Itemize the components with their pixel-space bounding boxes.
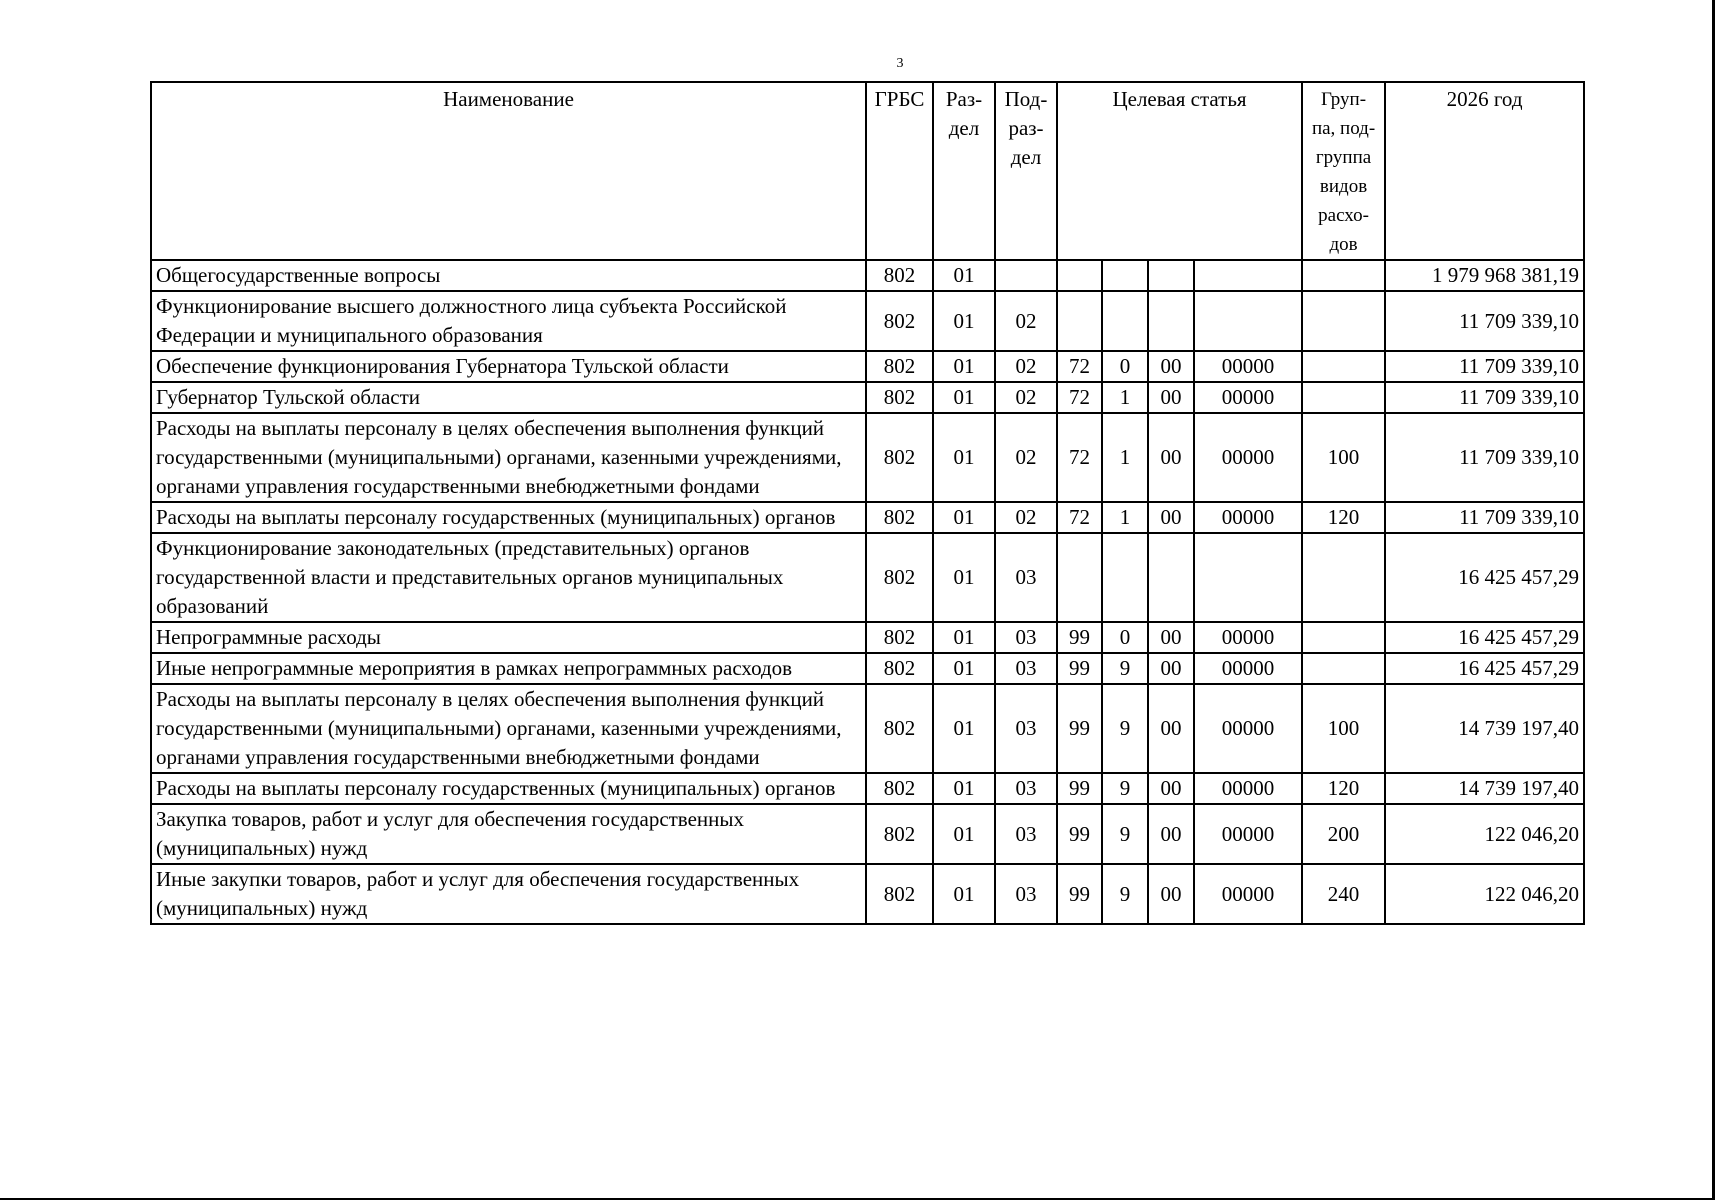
cell-amount: 122 046,20 (1385, 864, 1584, 924)
cell-expense-group: 100 (1302, 413, 1385, 502)
cell-name: Губернатор Тульской области (151, 382, 866, 413)
cell-grbs: 802 (866, 260, 933, 291)
cell-grbs: 802 (866, 773, 933, 804)
cell-grbs: 802 (866, 804, 933, 864)
cell-grbs: 802 (866, 653, 933, 684)
cell-expense-group (1302, 653, 1385, 684)
cell-subsection: 03 (995, 622, 1057, 653)
cell-grbs: 802 (866, 864, 933, 924)
cell-section: 01 (933, 804, 995, 864)
cell-target-program: 99 (1057, 773, 1102, 804)
cell-grbs: 802 (866, 351, 933, 382)
cell-amount: 16 425 457,29 (1385, 533, 1584, 622)
cell-name: Расходы на выплаты персоналу в целях обеспечения выполнения функций государственными (муниципальными) органами, казенными учреждениями, органами управления государственными внебюджетными фондами (151, 413, 866, 502)
cell-subsection: 03 (995, 653, 1057, 684)
table-row (151, 804, 1584, 864)
cell-grbs: 802 (866, 502, 933, 533)
header-year: 2026 год (1385, 82, 1584, 260)
cell-target-main-event (1148, 260, 1194, 291)
cell-section: 01 (933, 684, 995, 773)
cell-target-main-event: 00 (1148, 382, 1194, 413)
table-row (151, 622, 1584, 653)
cell-target-subprogram (1102, 260, 1148, 291)
header-name: Наименование (151, 82, 866, 260)
cell-grbs: 802 (866, 533, 933, 622)
cell-target-subprogram: 9 (1102, 653, 1148, 684)
table-row (151, 291, 1584, 351)
cell-subsection: 03 (995, 804, 1057, 864)
table-row (151, 684, 1584, 773)
cell-subsection: 02 (995, 413, 1057, 502)
cell-amount: 11 709 339,10 (1385, 502, 1584, 533)
cell-section: 01 (933, 351, 995, 382)
cell-target-main-event: 00 (1148, 502, 1194, 533)
cell-name: Иные непрограммные мероприятия в рамках непрограммных расходов (151, 653, 866, 684)
cell-name: Общегосударственные вопросы (151, 260, 866, 291)
cell-target-subprogram: 9 (1102, 773, 1148, 804)
cell-target-direction: 00000 (1194, 382, 1302, 413)
header-grbs: ГРБС (866, 82, 933, 260)
cell-subsection: 02 (995, 351, 1057, 382)
cell-subsection: 02 (995, 502, 1057, 533)
cell-target-direction: 00000 (1194, 864, 1302, 924)
cell-name: Расходы на выплаты персоналу в целях обеспечения выполнения функций государственными (муниципальными) органами, казенными учреждениями, органами управления государственными внебюджетными фондами (151, 684, 866, 773)
cell-target-program: 99 (1057, 864, 1102, 924)
table-row (151, 864, 1584, 924)
cell-grbs: 802 (866, 291, 933, 351)
cell-target-direction: 00000 (1194, 502, 1302, 533)
cell-target-program: 72 (1057, 382, 1102, 413)
cell-name: Иные закупки товаров, работ и услуг для обеспечения государственных (муниципальных) нужд (151, 864, 866, 924)
cell-target-direction: 00000 (1194, 351, 1302, 382)
cell-name: Расходы на выплаты персоналу государственных (муниципальных) органов (151, 502, 866, 533)
cell-target-direction (1194, 533, 1302, 622)
cell-expense-group (1302, 260, 1385, 291)
cell-expense-group: 200 (1302, 804, 1385, 864)
cell-amount: 14 739 197,40 (1385, 684, 1584, 773)
cell-section: 01 (933, 622, 995, 653)
cell-target-main-event: 00 (1148, 622, 1194, 653)
cell-target-main-event: 00 (1148, 351, 1194, 382)
cell-subsection (995, 260, 1057, 291)
cell-target-main-event: 00 (1148, 804, 1194, 864)
table-row (151, 773, 1584, 804)
cell-target-main-event: 00 (1148, 653, 1194, 684)
cell-grbs: 802 (866, 622, 933, 653)
cell-target-subprogram: 0 (1102, 622, 1148, 653)
cell-subsection: 03 (995, 684, 1057, 773)
cell-expense-group: 120 (1302, 502, 1385, 533)
table-row (151, 413, 1584, 502)
cell-target-subprogram: 9 (1102, 684, 1148, 773)
cell-expense-group (1302, 382, 1385, 413)
cell-expense-group: 100 (1302, 684, 1385, 773)
header-subsection: Под- раз- дел (995, 82, 1057, 260)
cell-target-direction: 00000 (1194, 684, 1302, 773)
table-header-row (151, 82, 1584, 260)
table-row (151, 653, 1584, 684)
cell-target-main-event (1148, 291, 1194, 351)
cell-target-program: 99 (1057, 653, 1102, 684)
cell-amount: 14 739 197,40 (1385, 773, 1584, 804)
cell-expense-group: 120 (1302, 773, 1385, 804)
cell-section: 01 (933, 291, 995, 351)
header-section: Раз- дел (933, 82, 995, 260)
cell-expense-group (1302, 351, 1385, 382)
budget-table (150, 81, 1585, 925)
cell-amount: 11 709 339,10 (1385, 291, 1584, 351)
cell-target-direction: 00000 (1194, 653, 1302, 684)
cell-target-subprogram: 0 (1102, 351, 1148, 382)
cell-target-main-event: 00 (1148, 773, 1194, 804)
page-number: 3 (896, 56, 904, 71)
cell-grbs: 802 (866, 382, 933, 413)
cell-section: 01 (933, 533, 995, 622)
cell-target-main-event: 00 (1148, 413, 1194, 502)
cell-target-main-event (1148, 533, 1194, 622)
cell-target-subprogram: 9 (1102, 804, 1148, 864)
cell-target-program (1057, 291, 1102, 351)
cell-target-program (1057, 260, 1102, 291)
cell-amount: 16 425 457,29 (1385, 653, 1584, 684)
cell-target-subprogram: 1 (1102, 382, 1148, 413)
cell-amount: 1 979 968 381,19 (1385, 260, 1584, 291)
cell-amount: 11 709 339,10 (1385, 351, 1584, 382)
cell-name: Функционирование высшего должностного лица субъекта Российской Федерации и муниципального образования (151, 291, 866, 351)
cell-amount: 16 425 457,29 (1385, 622, 1584, 653)
cell-expense-group (1302, 291, 1385, 351)
cell-name: Расходы на выплаты персоналу государственных (муниципальных) органов (151, 773, 866, 804)
cell-target-program (1057, 533, 1102, 622)
cell-target-program: 99 (1057, 622, 1102, 653)
cell-target-direction: 00000 (1194, 804, 1302, 864)
table-row (151, 260, 1584, 291)
cell-target-subprogram (1102, 533, 1148, 622)
cell-section: 01 (933, 864, 995, 924)
cell-target-main-event: 00 (1148, 684, 1194, 773)
cell-grbs: 802 (866, 413, 933, 502)
cell-subsection: 03 (995, 773, 1057, 804)
cell-name: Функционирование законодательных (представительных) органов государственной власти и представительных органов муниципальных образований (151, 533, 866, 622)
cell-expense-group (1302, 533, 1385, 622)
cell-target-program: 72 (1057, 413, 1102, 502)
cell-target-subprogram: 1 (1102, 502, 1148, 533)
cell-name: Закупка товаров, работ и услуг для обеспечения государственных (муниципальных) нужд (151, 804, 866, 864)
cell-target-direction (1194, 291, 1302, 351)
cell-name: Непрограммные расходы (151, 622, 866, 653)
cell-target-main-event: 00 (1148, 864, 1194, 924)
cell-subsection: 02 (995, 382, 1057, 413)
cell-target-program: 72 (1057, 502, 1102, 533)
cell-expense-group (1302, 622, 1385, 653)
cell-section: 01 (933, 413, 995, 502)
cell-subsection: 03 (995, 864, 1057, 924)
table-row (151, 351, 1584, 382)
cell-grbs: 802 (866, 684, 933, 773)
cell-target-direction: 00000 (1194, 413, 1302, 502)
cell-subsection: 02 (995, 291, 1057, 351)
header-target-article: Целевая статья (1057, 82, 1302, 260)
table-row (151, 502, 1584, 533)
cell-amount: 11 709 339,10 (1385, 413, 1584, 502)
cell-section: 01 (933, 773, 995, 804)
cell-amount: 11 709 339,10 (1385, 382, 1584, 413)
cell-expense-group: 240 (1302, 864, 1385, 924)
table-row (151, 382, 1584, 413)
cell-target-subprogram: 1 (1102, 413, 1148, 502)
cell-target-direction: 00000 (1194, 622, 1302, 653)
cell-target-program: 99 (1057, 684, 1102, 773)
cell-target-program: 72 (1057, 351, 1102, 382)
table-row (151, 533, 1584, 622)
cell-target-subprogram: 9 (1102, 864, 1148, 924)
cell-target-direction: 00000 (1194, 773, 1302, 804)
cell-section: 01 (933, 653, 995, 684)
cell-target-program: 99 (1057, 804, 1102, 864)
cell-name: Обеспечение функционирования Губернатора Тульской области (151, 351, 866, 382)
table-body (151, 260, 1584, 924)
cell-target-subprogram (1102, 291, 1148, 351)
cell-amount: 122 046,20 (1385, 804, 1584, 864)
cell-section: 01 (933, 502, 995, 533)
cell-section: 01 (933, 260, 995, 291)
cell-section: 01 (933, 382, 995, 413)
cell-target-direction (1194, 260, 1302, 291)
header-expense-group: Груп- па, под- группа видов расхо- дов (1302, 82, 1385, 260)
cell-subsection: 03 (995, 533, 1057, 622)
